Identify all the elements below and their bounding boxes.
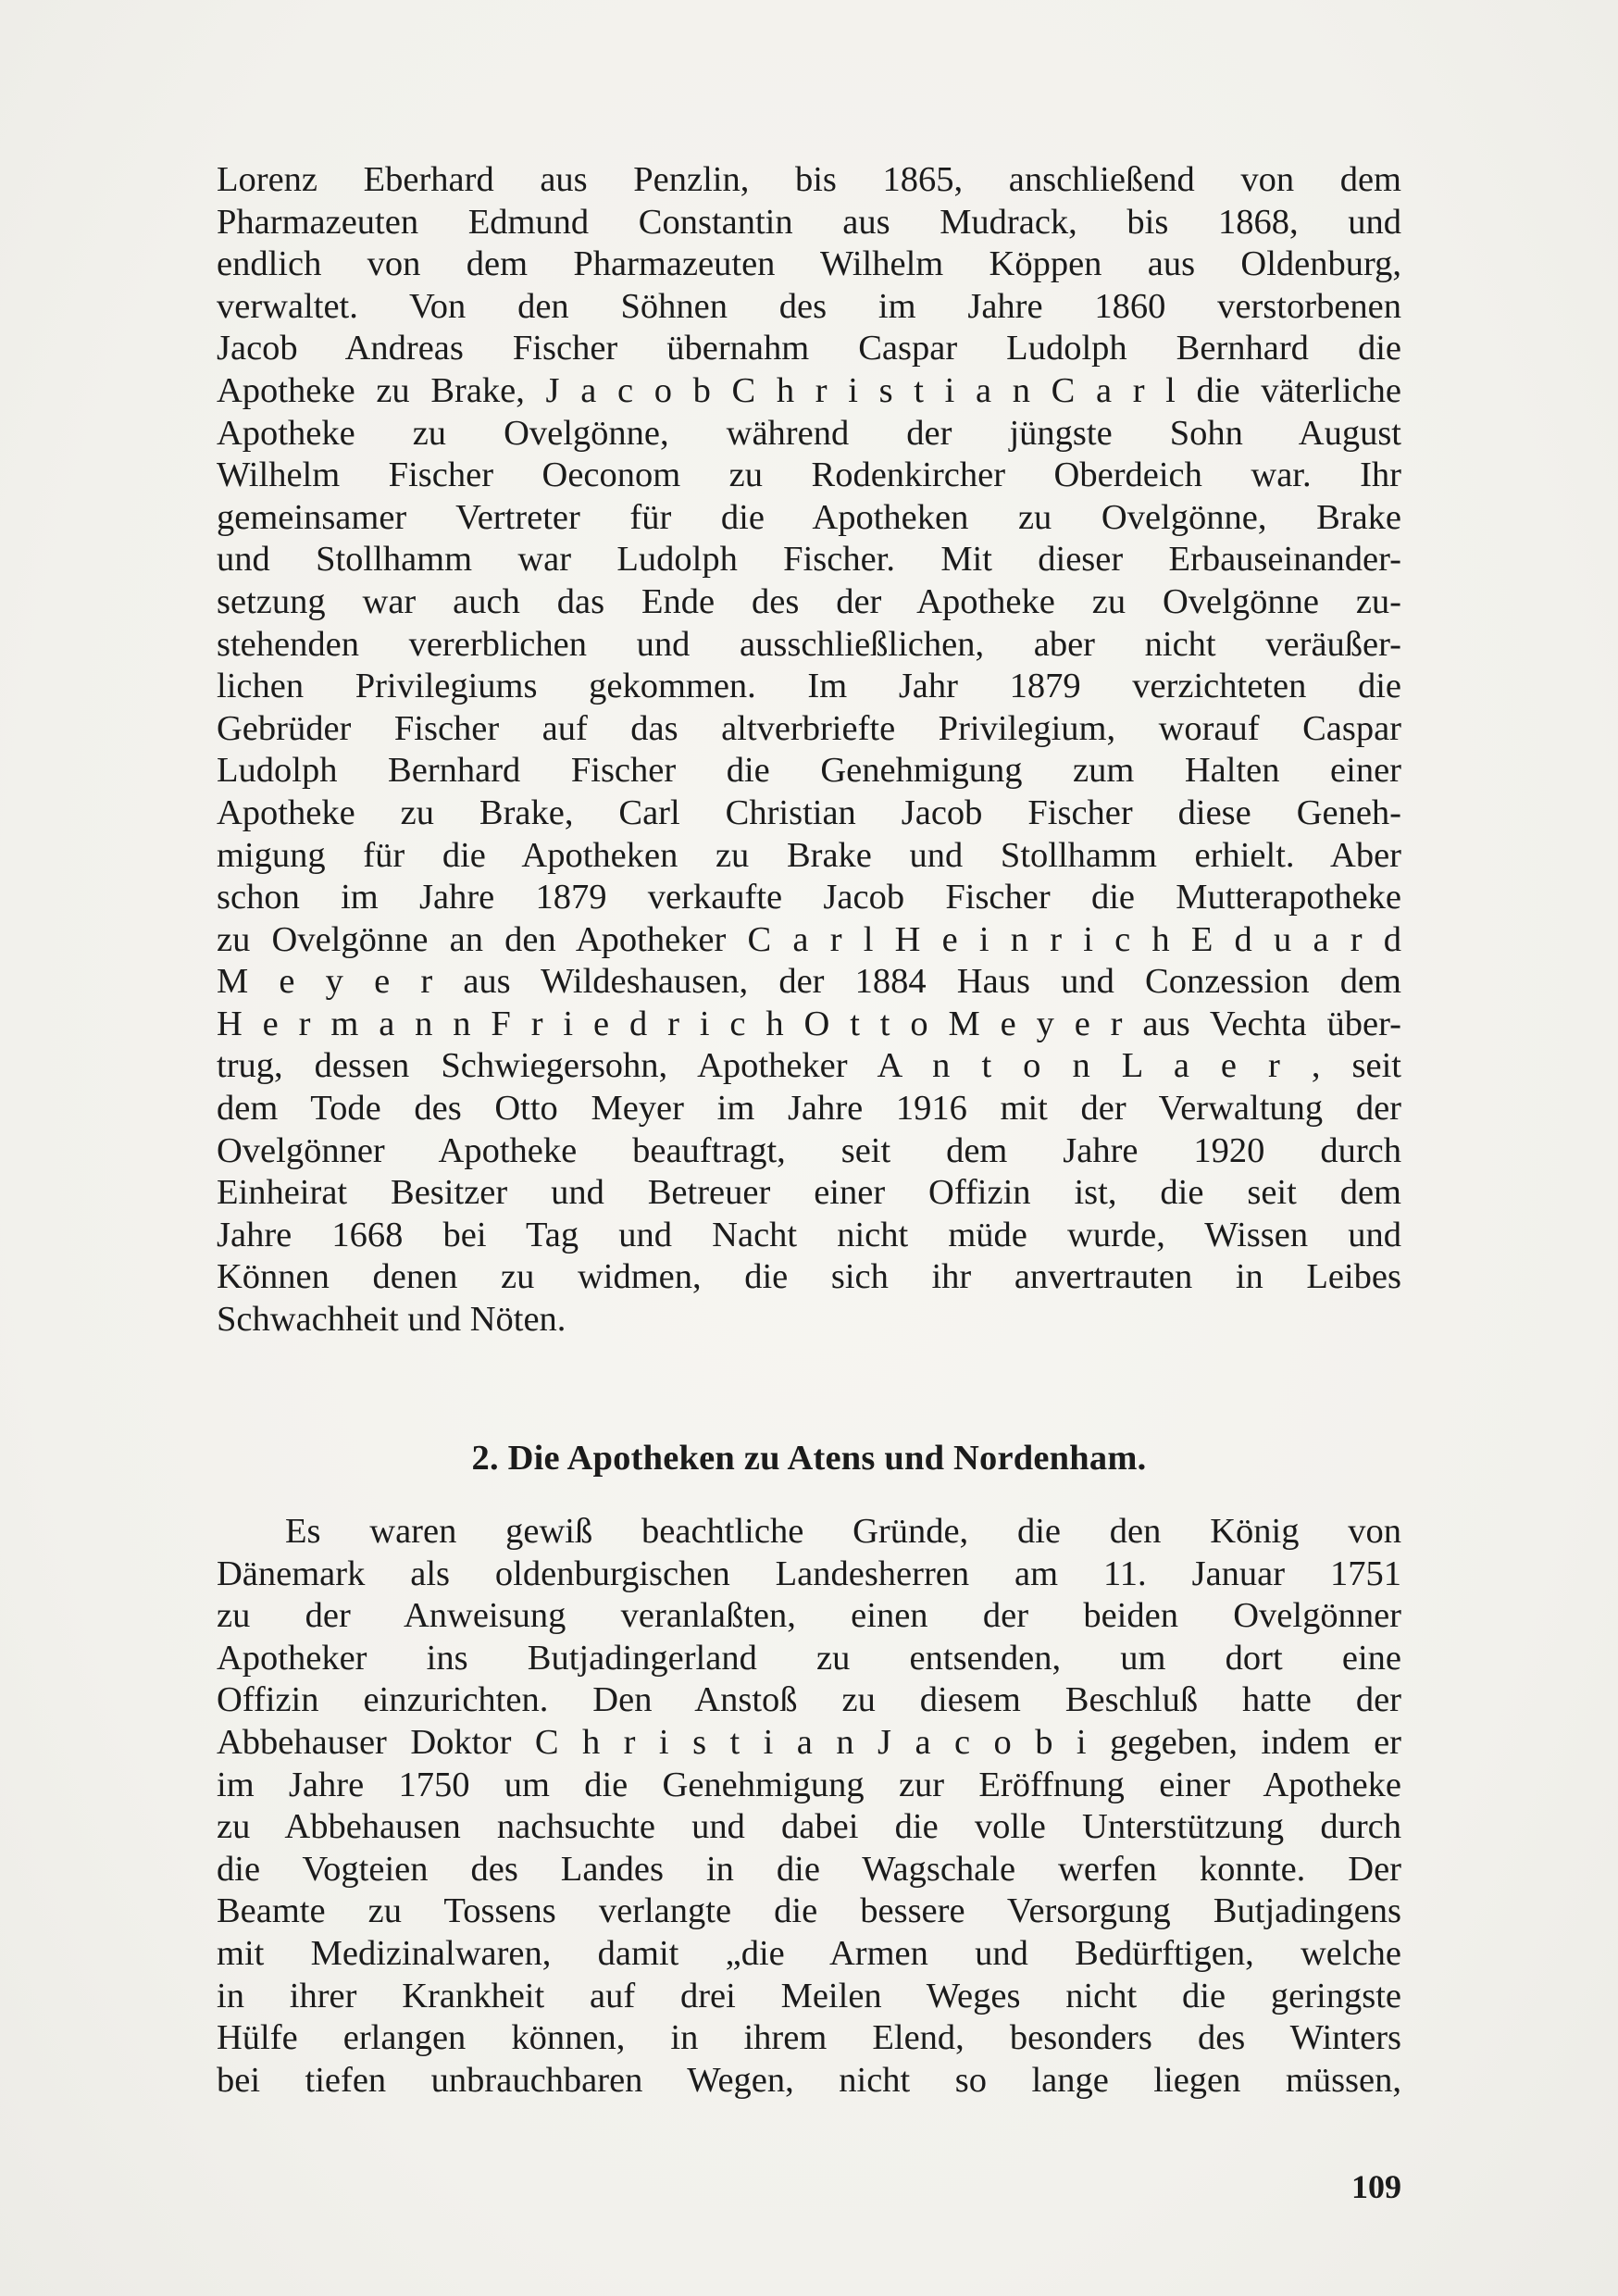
bottom-paragraph — [217, 1511, 1401, 2102]
text-line: zu der Anweisung veranlaßten, einen der beiden Ovelgönner — [217, 1596, 1401, 1636]
text-line: H e r m a n n F r i e d r i c h O t t o M e y e r aus Vechta über- — [217, 1004, 1401, 1043]
text-line: Dänemark als oldenburgischen Landesherren am 11. Januar 1751 — [217, 1554, 1401, 1593]
text-line: Schwachheit und Nöten. — [217, 1300, 566, 1340]
text-line: Abbehauser Doktor C h r i s t i a n J a c o b i gegeben, indem er — [217, 1722, 1401, 1762]
text-line: dem Tode des Otto Meyer im Jahre 1916 mit der Verwaltung der — [217, 1089, 1401, 1129]
text-line: Jahre 1668 bei Tag und Nacht nicht müde wurde, Wissen und — [217, 1215, 1401, 1254]
text-line: Hülfe erlangen können, in ihrem Elend, besonders des Winters — [217, 2018, 1401, 2058]
text-line: mit Medizinalwaren, damit „die Armen und Bedürftigen, welche — [217, 1933, 1401, 1973]
text-line: Einheirat Besitzer und Betreuer einer Offizin ist, die seit dem — [217, 1173, 1401, 1213]
text-line: endlich von dem Pharmazeuten Wilhelm Köppen aus Oldenburg, — [217, 244, 1401, 284]
text-line: schon im Jahre 1879 verkaufte Jacob Fischer die Mutterapotheke — [217, 878, 1401, 917]
text-line: M e y e r aus Wildeshausen, der 1884 Haus und Conzession dem — [217, 962, 1401, 1002]
text-line: Beamte zu Tossens verlangte die bessere Versorgung Butjadingens — [217, 1891, 1401, 1931]
text-line: Offizin einzurichten. Den Anstoß zu diesem Beschluß hatte der — [217, 1680, 1401, 1720]
text-line: Wilhelm Fischer Oeconom zu Rodenkircher Oberdeich war. Ihr — [217, 455, 1401, 495]
text-line: Lorenz Eberhard aus Penzlin, bis 1865, anschließend von dem — [217, 160, 1401, 199]
text-line: in ihrer Krankheit auf drei Meilen Weges nicht die geringste — [217, 1976, 1401, 2015]
top-paragraph — [217, 159, 1401, 1341]
page-number: 109 — [1351, 2168, 1401, 2205]
text-line: trug, dessen Schwiegersohn, Apotheker A n t o n L a e r , seit — [217, 1046, 1401, 1086]
text-line: im Jahre 1750 um die Genehmigung zur Eröffnung einer Apotheke — [217, 1765, 1401, 1804]
text-line: Es waren gewiß beachtliche Gründe, die den König von — [285, 1512, 1401, 1551]
text-line: gemeinsamer Vertreter für die Apotheken zu Ovelgönne, Brake — [217, 497, 1401, 537]
text-line: Apotheke zu Ovelgönne, während der jüngste Sohn August — [217, 413, 1401, 453]
text-line: Apotheke zu Brake, Carl Christian Jacob Fischer diese Geneh- — [217, 792, 1401, 832]
text-line: setzung war auch das Ende des der Apotheke zu Ovelgönne zu- — [217, 581, 1401, 621]
text-line: stehenden vererblichen und ausschließlichen, aber nicht veräußer- — [217, 624, 1401, 664]
text-line: Apotheke zu Brake, J a c o b C h r i s t i a n C a r l die väterliche — [217, 370, 1401, 410]
text-line: die Vogteien des Landes in die Wagschale werfen konnte. Der — [217, 1849, 1401, 1889]
text-line: Ovelgönner Apotheke beauftragt, seit dem Jahre 1920 durch — [217, 1130, 1401, 1170]
section-heading: 2. Die Apotheken zu Atens und Nordenham. — [471, 1439, 1147, 1478]
text-line: Können denen zu widmen, die sich ihr anvertrauten in Leibes — [217, 1257, 1401, 1297]
text-line: migung für die Apotheken zu Brake und Stollhamm erhielt. Aber — [217, 835, 1401, 875]
text-line: zu Ovelgönne an den Apotheker C a r l H e i n r i c h E d u a r d — [217, 919, 1401, 959]
text-line: Gebrüder Fischer auf das altverbriefte Privilegium, worauf Caspar — [217, 708, 1401, 748]
text-line: bei tiefen unbrauchbaren Wegen, nicht so lange liegen müssen, — [217, 2060, 1401, 2100]
text-line: zu Abbehausen nachsuchte und dabei die volle Unterstützung durch — [217, 1807, 1401, 1847]
text-line: Pharmazeuten Edmund Constantin aus Mudrack, bis 1868, und — [217, 202, 1401, 242]
text-line: Ludolph Bernhard Fischer die Genehmigung zum Halten einer — [217, 751, 1401, 791]
text-line: verwaltet. Von den Söhnen des im Jahre 1860 verstorbenen — [217, 286, 1401, 326]
text-line: Apotheker ins Butjadingerland zu entsenden, um dort eine — [217, 1638, 1401, 1678]
text-line: Jacob Andreas Fischer übernahm Caspar Ludolph Bernhard die — [217, 329, 1401, 368]
text-line: lichen Privilegiums gekommen. Im Jahr 1879 verzichteten die — [217, 667, 1401, 706]
text-line: und Stollhamm war Ludolph Fischer. Mit dieser Erbauseinander- — [217, 540, 1401, 580]
